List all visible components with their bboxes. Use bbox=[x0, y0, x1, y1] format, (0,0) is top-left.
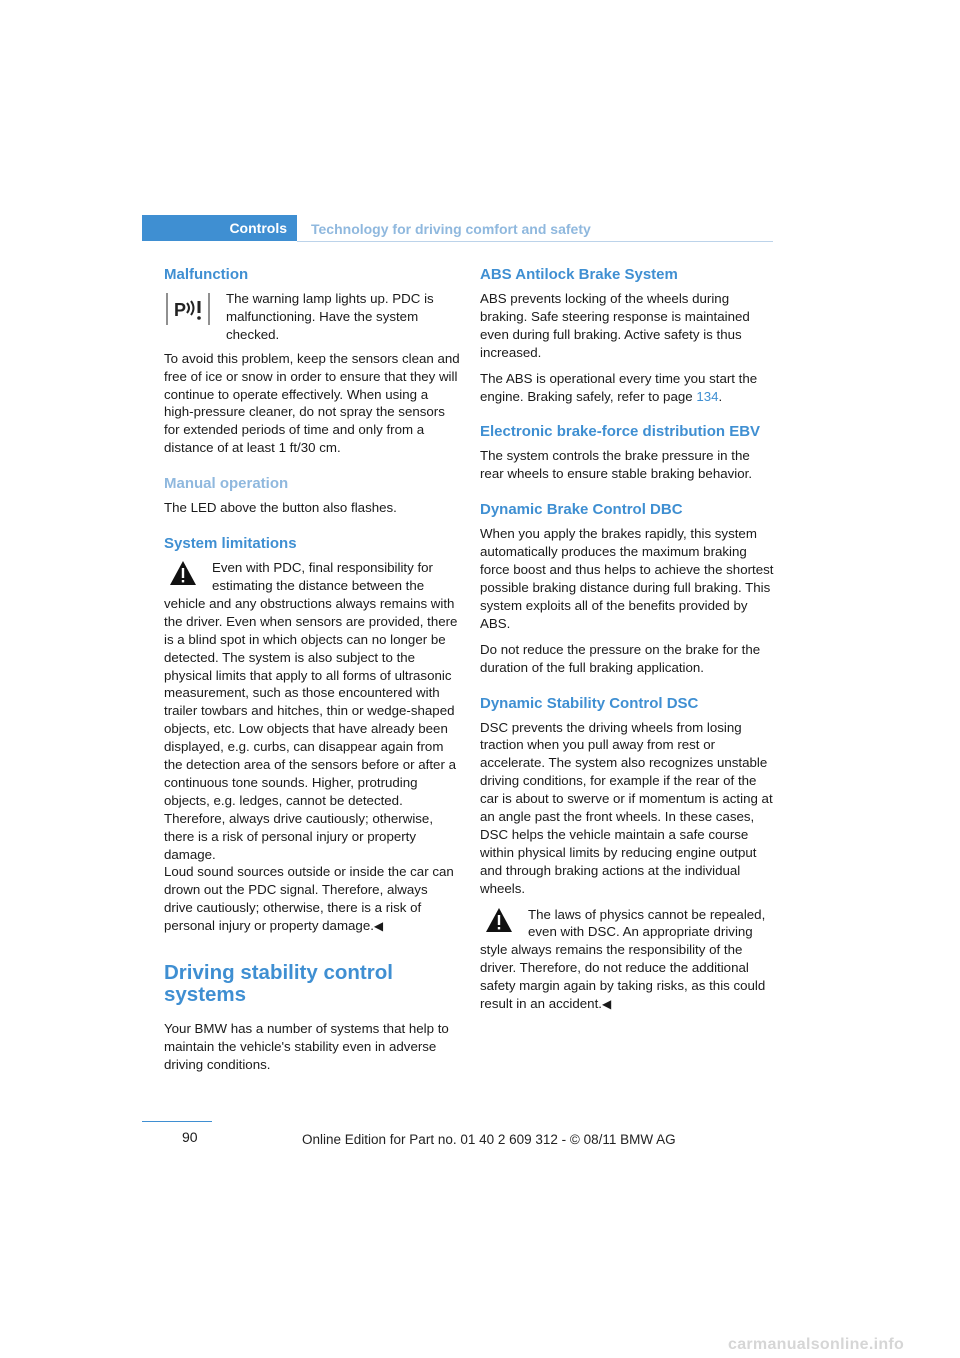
abs-heading: ABS Antilock Brake System bbox=[480, 266, 678, 283]
abs-body-1: ABS prevents locking of the wheels during braking. Safe steering response is maintained even during full braking. Active safety is thus increased. bbox=[480, 291, 750, 360]
stability-heading: Driving stability control systems bbox=[164, 961, 393, 1007]
stability-body: Your BMW has a number of systems that help to maintain the vehicle's stability even in adverse driving conditions. bbox=[164, 1021, 449, 1072]
header-rule bbox=[297, 241, 773, 242]
manual-operation-heading: Manual operation bbox=[164, 475, 289, 493]
dsc-heading: Dynamic Stability Control DSC bbox=[480, 694, 699, 712]
limitations-warning bbox=[164, 559, 460, 936]
limitations-warning-text-1: Even with PDC, final responsibility for estimating the distance between the vehicle and any obstructions always remains with the driver. Even when sensors are provided, there is a blind spot in which objects can no longer be detected. The system is also subject to the physical limits that apply to all forms of ultrasonic measurement, such as those encountered with trailer towbars and hitches, thin or wedge-shaped objects, etc. Low objects that have already been displayed, e.g. curbs, can disappear again from the detection area of the sensors before or after a continuous tone sounds. Higher, protruding objects, e.g. ledges, cannot be detected. Therefore, always drive cautiously; otherwise, there is a risk of personal injury or property damage. bbox=[164, 560, 458, 862]
dsc-warning-text: The laws of physics cannot be repealed, even with DSC. An appropriate driving style always remains the responsibility of the driver. Therefore, do not reduce the additional safety margin again by taking risks, as this could result in an accident. bbox=[480, 906, 766, 1012]
section-tab bbox=[142, 215, 297, 241]
chapter-title: Technology for driving comfort and safety bbox=[311, 221, 591, 237]
ebv-body: The system controls the brake pressure in the rear wheels to ensure stable braking behavior. bbox=[480, 448, 753, 482]
end-mark: ◀ bbox=[373, 919, 384, 934]
right-column bbox=[480, 266, 776, 1014]
warning-triangle-icon bbox=[484, 906, 514, 934]
svg-text:P: P bbox=[174, 300, 187, 320]
page-number: 90 bbox=[182, 1129, 198, 1145]
dbc-body-2: Do not reduce the pressure on the brake for the duration of the full braking application. bbox=[480, 641, 761, 675]
end-mark: ◀ bbox=[601, 997, 612, 1012]
footer-rule bbox=[142, 1121, 212, 1122]
abs-body-2 bbox=[480, 370, 776, 406]
left-column bbox=[164, 266, 460, 1082]
malfunction-icon-text: The warning lamp lights up. PDC is malfunctioning. Have the system checked. bbox=[226, 291, 434, 342]
malfunction-icon-block bbox=[164, 290, 460, 344]
malfunction-body: To avoid this problem, keep the sensors clean and free of ice or snow in order to ensure that they will continue to operate effectively. When using a high-pressure cleaner, do not spray the sensors for extended periods of time and only from a distance of at least 1 ft/30 cm. bbox=[164, 350, 460, 456]
page-link-134[interactable]: 134 bbox=[696, 388, 719, 404]
pdc-warning-icon bbox=[164, 290, 212, 328]
abs-body-2-end: . bbox=[718, 388, 723, 404]
section-label: Controls bbox=[229, 220, 287, 236]
abs-body-2-text: The ABS is operational every time you start the engine. Braking safely, refer to page bbox=[480, 370, 758, 404]
dsc-warning bbox=[480, 906, 776, 1014]
system-limitations-heading: System limitations bbox=[164, 535, 297, 553]
dbc-heading: Dynamic Brake Control DBC bbox=[480, 501, 683, 519]
manual-operation-body: The LED above the button also flashes. bbox=[164, 500, 397, 516]
edition-text: Online Edition for Part no. 01 40 2 609 312 - © 08/11 BMW AG bbox=[302, 1132, 676, 1147]
ebv-heading: Electronic brake-force distribution EBV bbox=[480, 423, 761, 441]
dbc-body-1: When you apply the brakes rapidly, this system automatically produces the maximum braking force boost and thus helps to achieve the shortest possible braking distance during full braking. This system exploits all of the benefits provided by ABS. bbox=[480, 526, 774, 631]
dsc-body: DSC prevents the driving wheels from losing traction when you pull away from rest or accelerate. The system also recognizes unstable driving conditions, for example if the rear of the car is about to swerve or if momentum is acting at an angle past the front wheels. In these cases, DSC helps the vehicle maintain a safe course within physical limits by reducing engine output and through braking actions at the individual wheels. bbox=[480, 719, 773, 896]
limitations-warning-text-2: Loud sound sources outside or inside the car can drown out the PDC signal. Therefore, always drive cautiously; otherwise, there is a risk of personal injury or property damage. bbox=[164, 864, 454, 934]
malfunction-heading: Malfunction bbox=[164, 266, 249, 283]
watermark: carmanualsonline.info bbox=[728, 1336, 905, 1353]
warning-triangle-icon bbox=[168, 559, 198, 587]
